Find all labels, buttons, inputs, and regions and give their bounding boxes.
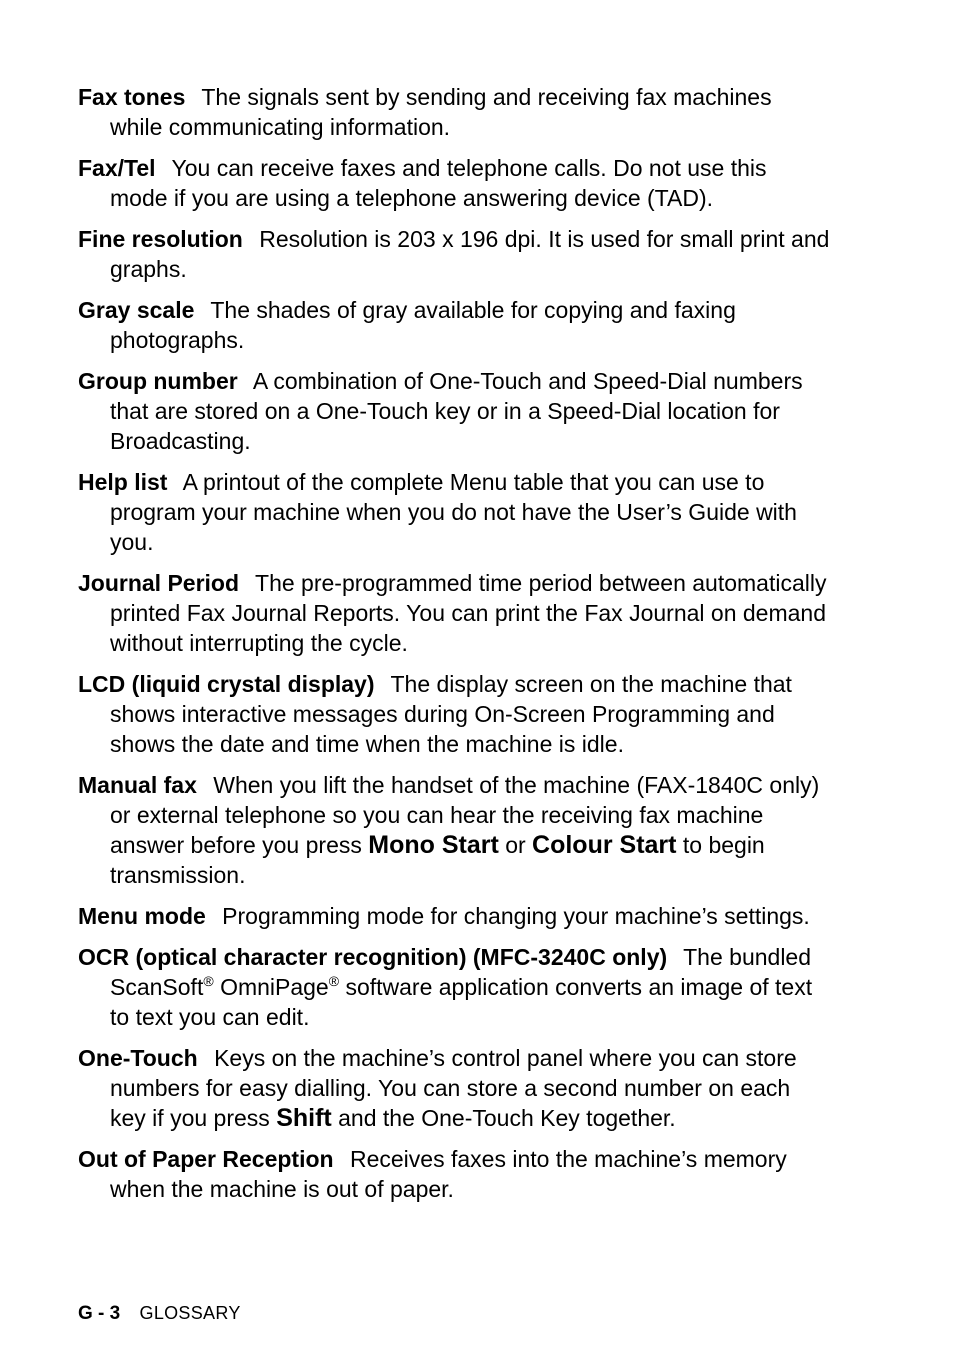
- glossary-entry-manual-fax: [78, 770, 830, 890]
- glossary-term: One-Touch: [78, 1045, 198, 1071]
- glossary-definition: A printout of the complete Menu table that you can use to program your machine when you do not have the User’s Guide with you.: [110, 469, 797, 555]
- glossary-definition: The bundled ScanSoft: [110, 944, 812, 1000]
- glossary-definition: The display screen on the machine that shows interactive messages during On-Screen Programming and shows the date and time when the machine is idle.: [110, 671, 792, 757]
- glossary-term: OCR (optical character recognition) (MFC-3240C only): [78, 944, 668, 970]
- glossary-definition-tail: and the One-Touch Key together.: [338, 1105, 676, 1131]
- glossary-definition: The pre-programmed time period between automatically printed Fax Journal Reports. You can print the Fax Journal on demand without interrupting the cycle.: [110, 570, 827, 656]
- glossary-definition: Programming mode for changing your machine’s settings.: [222, 903, 810, 929]
- registered-mark: ®: [203, 973, 214, 989]
- mono-start-key-label: Mono Start: [368, 831, 499, 859]
- glossary-definition-tail: to begin transmission.: [110, 832, 765, 888]
- glossary-entry-lcd: [78, 669, 830, 759]
- glossary-entry-help-list: [78, 467, 830, 557]
- glossary-definition: A combination of One-Touch and Speed-Dial numbers that are stored on a One-Touch key or in a Speed-Dial location for Broadcasting.: [110, 368, 803, 454]
- registered-mark: ®: [328, 973, 340, 989]
- glossary-term: LCD (liquid crystal display): [78, 671, 375, 697]
- glossary-definition: When you lift the handset of the machine (FAX-1840C only) or external telephone so you can hear the receiving fax machine answer before you press: [110, 772, 820, 858]
- glossary-term: Group number: [78, 368, 238, 394]
- glossary-entry-one-touch: [78, 1043, 830, 1133]
- section-name: GLOSSARY: [139, 1303, 241, 1323]
- glossary-entry-out-of-paper-reception: [78, 1144, 830, 1204]
- shift-key-label: Shift: [276, 1104, 332, 1132]
- glossary-entry-fine-resolution: [78, 224, 830, 284]
- glossary-list: [78, 82, 830, 1215]
- glossary-entry-journal-period: [78, 568, 830, 658]
- glossary-entry-group-number: [78, 366, 830, 456]
- glossary-term: Help list: [78, 469, 168, 495]
- page-footer: [78, 1301, 241, 1326]
- page-number: G - 3: [78, 1303, 121, 1324]
- glossary-term: Fax/Tel: [78, 155, 156, 181]
- glossary-entry-ocr: [78, 942, 830, 1032]
- glossary-definition: You can receive faxes and telephone calls. Do not use this mode if you are using a telephone answering device (TAD).: [110, 155, 767, 211]
- glossary-term: Fine resolution: [78, 226, 243, 252]
- glossary-term: Journal Period: [78, 570, 240, 596]
- glossary-term: Manual fax: [78, 772, 197, 798]
- glossary-definition: Receives faxes into the machine’s memory when the machine is out of paper.: [110, 1146, 787, 1202]
- glossary-definition: The signals sent by sending and receiving fax machines while communicating information.: [110, 84, 772, 140]
- glossary-term: Gray scale: [78, 297, 195, 323]
- glossary-definition-product: OmniPage: [220, 974, 329, 1000]
- glossary-definition: Keys on the machine’s control panel where you can store numbers for easy dialling. You can store a second number on each key if you press: [110, 1045, 797, 1131]
- glossary-term: Out of Paper Reception: [78, 1146, 334, 1172]
- glossary-entry-fax-tel: [78, 153, 830, 213]
- glossary-entry-menu-mode: [78, 901, 830, 931]
- glossary-entry-fax-tones: [78, 82, 830, 142]
- glossary-definition: The shades of gray available for copying and faxing photographs.: [110, 297, 736, 353]
- glossary-entry-gray-scale: [78, 295, 830, 355]
- glossary-definition-tail: software application converts an image of text to text you can edit.: [110, 974, 813, 1030]
- glossary-definition-connector: or: [505, 832, 526, 858]
- glossary-term: Fax tones: [78, 84, 186, 110]
- glossary-definition: Resolution is 203 x 196 dpi. It is used for small print and graphs.: [110, 226, 830, 282]
- glossary-term: Menu mode: [78, 903, 206, 929]
- colour-start-key-label: Colour Start: [532, 831, 677, 859]
